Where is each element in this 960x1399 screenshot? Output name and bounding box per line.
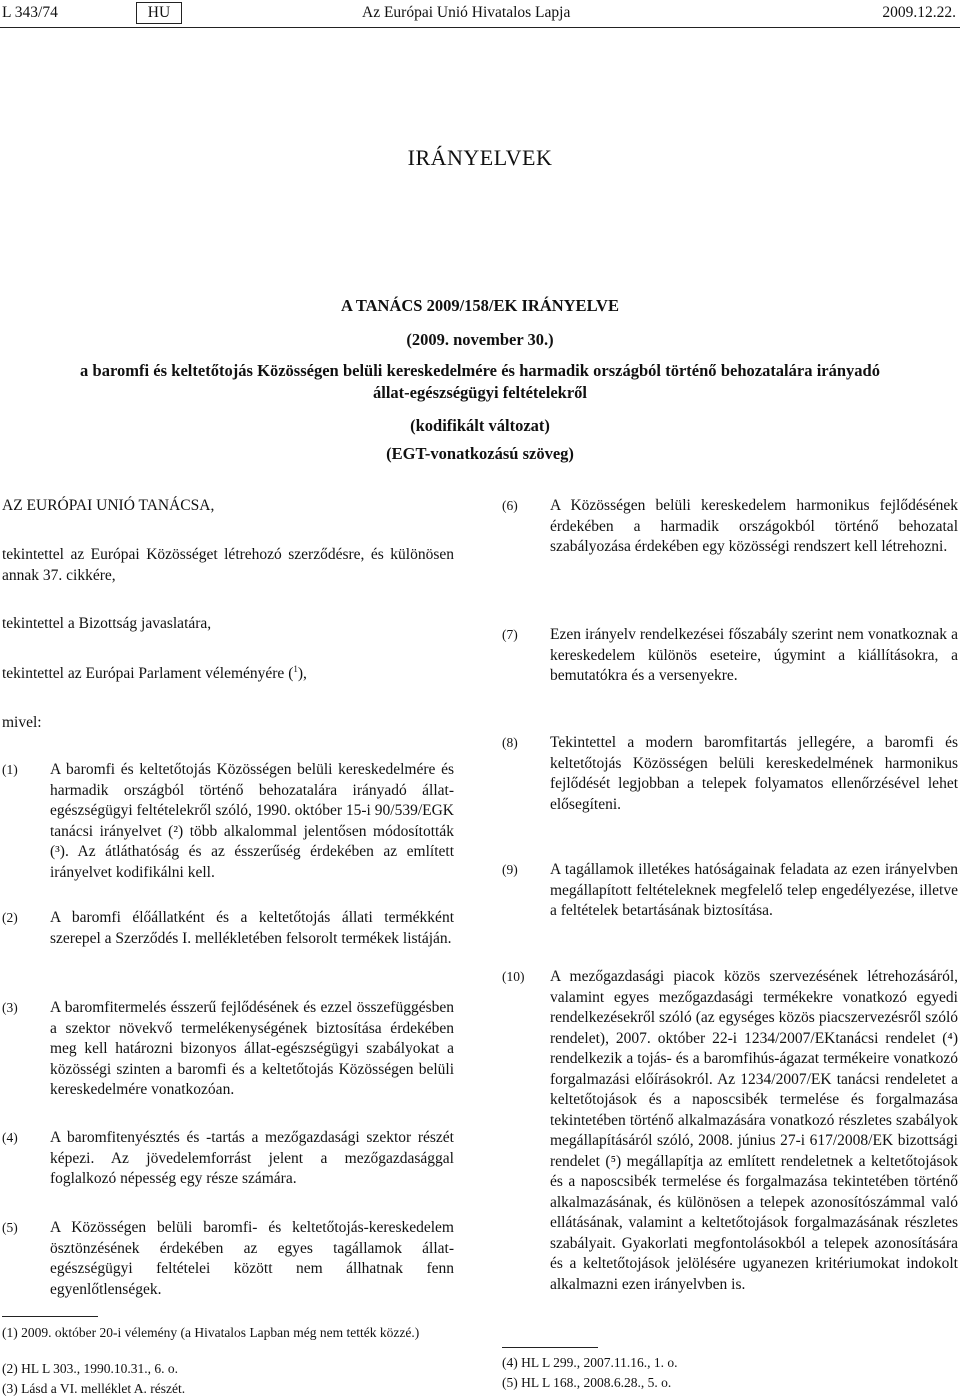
footnote [2, 1360, 454, 1378]
recital-number: (9) [502, 862, 518, 877]
recital-number: (5) [2, 1220, 18, 1235]
journal-title: Az Európai Unió Hivatalos Lapja [362, 4, 571, 21]
directive-title: A TANÁCS 2009/158/EK IRÁNYELVE [341, 296, 619, 315]
recital-number: (6) [502, 498, 518, 513]
section-heading: IRÁNYELVEK [407, 145, 553, 170]
preamble-whereas: mivel: [2, 714, 42, 731]
recital-text: Tekintettel a modern baromfitartás jellegére, a baromfi és keltetőtojás Közösségen belüli kereskedelmének harmonikus fejlődését legjobban a telepek folyamatos ellenőrzésével lehet elősegíteni. [550, 734, 958, 813]
directive-date: (2009. november 30.) [406, 330, 554, 349]
footnote-marker: (4) [502, 1355, 522, 1370]
preamble-parliament: tekintettel az Európai Parlament véleményére ($^1$), [2, 663, 307, 682]
footnote-marker: (5) [502, 1375, 522, 1390]
recital-text: A baromfi élőállatként és a keltetőtojás állati termékként szerepel a Szerződés I. mellékletében felsorolt termékek listáján. [50, 909, 454, 947]
recital-number: (2) [2, 910, 18, 925]
language-badge: HU [136, 2, 182, 24]
footnote [2, 1380, 454, 1398]
preamble-commission: tekintettel a Bizottság javaslatára, [2, 615, 212, 632]
header-divider [0, 27, 960, 28]
footnote-text: HL L 303., 1990.10.31., 6. o. [21, 1361, 178, 1376]
eea-note: (EGT-vonatkozású szöveg) [386, 444, 574, 463]
footnote-marker: (3) [2, 1381, 22, 1396]
preamble-treaty: tekintettel az Európai Közösséget létrehozó szerződésre, és különösen annak 37. cikkére, [2, 546, 454, 584]
recital-number: (3) [2, 1000, 18, 1015]
footnote-text: HL L 168., 2008.6.28., 5. o. [521, 1375, 672, 1390]
recital-text: A mezőgazdasági piacok közös szervezésének létrehozásáról, valamint egyes mezőgazdasági termékekre vonatkozó egyedi rendelkezésekről szóló (az egységes közös piacszervezésről szóló rendelet), 2007. október 22-i 1234/2007/EKtanácsi rendelet (⁴) rendelkezik a tojás- és a baromfihús-ágazat termékeire vonatkozó forgalmazási előírásokról. Az 1234/2007/EK tanácsi rendeletet a keltetőtojások és a naposcsibék termelése és forgalmazása tekintetében történő alkalmazására vonatkozó részletes szabályok megállapításáról szóló, 2008. június 27-i 617/2008/EK bizottsági rendelet (⁵) megállapítja az említett rendeletnek a keltetőtojások és a naposcsibék termelése és forgalmazása tekintetében történő alkalmazásának, és különösen a telepek azonosítószámmal való ellátásának, valamint a keltetőtojások forgalmazásának részletes szabályait. Gyakorlati megfontolásokból a telepek azonosítására és a keltetőtojások jelölésére ugyanezen kritériumokat indokolt alkalmazni ezen irányelvben is. [550, 968, 958, 1293]
footnote-divider-right [502, 1347, 598, 1348]
recital-text: A baromfi és keltetőtojás Közösségen belüli kereskedelmére és harmadik országból történő behozatalára irányadó állat-egészségügyi feltételekről szóló, 1990. október 15-i 90/539/EGK tanácsi irányelvet (²) több alkalommal jelentősen módosították (³). Az átláthatóság és az ésszerűség érdekében az említett irányelvet kodifikálni kell. [50, 761, 454, 881]
recital-text: A Közösségen belüli kereskedelem harmonikus fejlődésének érdekében a harmadik országokból történő behozatal szabályozása érdekében egy közösségi rendszert kell létrehozni. [550, 497, 958, 555]
recital-text: A baromfitenyésztés és -tartás a mezőgazdasági szektor részét képezi. Az jövedelemforrást jelent a mezőgazdasággal foglalkozó népesség egy része számára. [50, 1129, 454, 1187]
recital-number: (10) [502, 969, 525, 984]
recital-text: A baromfitermelés ésszerű fejlődésének és ezzel összefüggésben a szektor növekvő termelékenységének biztosítása érdekében meg kell határozni bizonyos állat-egészségügyi szabályokat a közösségi szinten a baromfi és a keltetőtojás Közösségen belüli kereskedelmére vonatkozóan. [50, 999, 454, 1098]
footnote [2, 1324, 454, 1342]
recital-number: (8) [502, 735, 518, 750]
recital-number: (7) [502, 627, 518, 642]
directive-subject: a baromfi és keltetőtojás Közösségen belüli kereskedelmére és harmadik országból történő behozatalára irányadó állat-egészségügyi feltételekről [80, 361, 880, 402]
footnote-text: 2009. október 20-i vélemény (a Hivatalos Lapban még nem tették közzé.) [21, 1325, 420, 1340]
recital-text: A tagállamok illetékes hatóságainak feladata az ezen irányelvben megállapított feltételeknek megfelelő telep engedélyezése, illetve a feltételek betartásának biztosítása. [550, 861, 958, 919]
publication-date: 2009.12.22. [882, 4, 956, 21]
footnote [502, 1374, 958, 1392]
page-number: L 343/74 [2, 4, 58, 21]
recital-number: (1) [2, 762, 18, 777]
footnote [502, 1354, 958, 1372]
recital-text: Ezen irányelv rendelkezései főszabály szerint nem vonatkoznak a kereskedelem különös eseteire, úgymint a kiállításokra, a bemutatókra és a versenyekre. [550, 626, 958, 684]
footnote-marker: (1) [2, 1325, 22, 1340]
recital-number: (4) [2, 1130, 18, 1145]
page-header [0, 2, 960, 24]
preamble-council: AZ EURÓPAI UNIÓ TANÁCSA, [2, 497, 215, 514]
footnote-text: HL L 299., 2007.11.16., 1. o. [521, 1355, 678, 1370]
recital-text: A Közösségen belüli baromfi- és keltetőtojás-kereskedelem ösztönzésének érdekében az egyes tagállamok állat-egészségügyi feltételei között nem állhatnak fenn egyenlőtlenségek. [50, 1219, 454, 1298]
footnote-text: Lásd a VI. melléklet A. részét. [21, 1381, 186, 1396]
footnote-marker: (2) [2, 1361, 22, 1376]
codified-note: (kodifikált változat) [410, 416, 550, 435]
footnote-divider-left [2, 1316, 98, 1317]
